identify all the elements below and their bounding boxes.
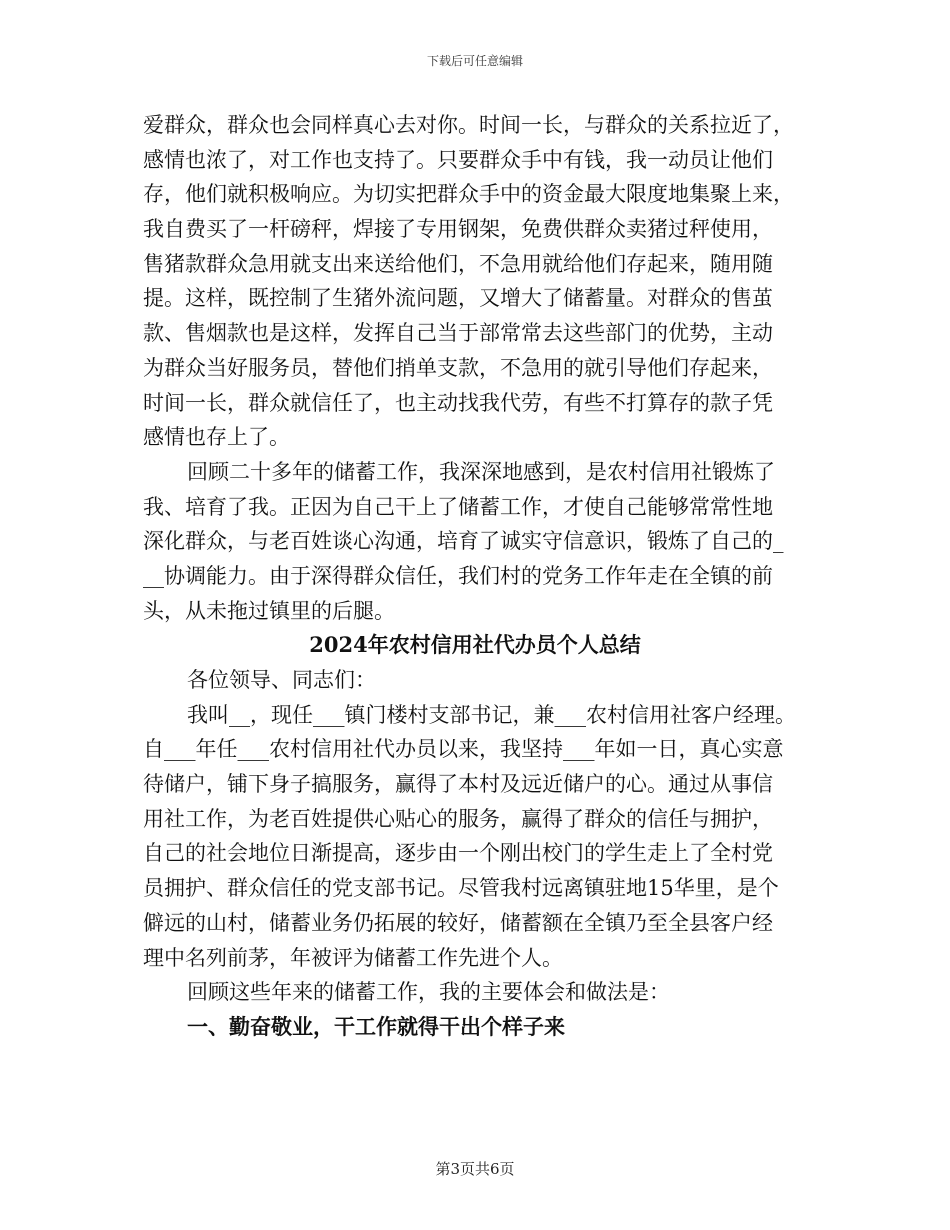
document-body <box>143 108 807 1045</box>
body-text-line: 我、培育了我。正因为自己干上了储蓄工作，才使自己能够常常性地 <box>143 494 773 519</box>
body-text-line: __协调能力。由于深得群众信任，我们村的党务工作年走在全镇的前 <box>143 563 773 588</box>
section-heading: 一、勤奋敬业，干工作就得干出个样子来 <box>187 1013 565 1039</box>
body-text-line: 员拥护、群众信任的党支部书记。尽管我村远离镇驻地15华里，是个 <box>143 876 779 901</box>
body-text-line: 理中名列前茅，年被评为储蓄工作先进个人。 <box>143 945 563 970</box>
body-text-line: 深化群众，与老百姓谈心沟通，培育了诚实守信意识，锻炼了自己的_ <box>143 529 784 554</box>
body-text-line: 款、售烟款也是这样，发挥自己当于部常常去这些部门的优势，主动 <box>143 321 773 346</box>
body-text-line: 时间一长，群众就信任了，也主动找我代劳，有些不打算存的款子凭 <box>143 390 773 415</box>
paragraph-start-line: 各位领导、同志们： <box>187 668 376 692</box>
page-number: 第3页共6页 <box>435 1160 515 1178</box>
body-text-line: 售猪款群众急用就支出来送给他们，不急用就给他们存起来，随用随 <box>143 251 773 276</box>
body-text-line: 我自费买了一杆磅秤，焊接了专用钢架，免费供群众卖猪过秤使用， <box>143 217 773 242</box>
header-note: 下载后可任意编辑 <box>426 54 523 68</box>
body-text-line: 自___年任___农村信用社代办员以来，我坚持___年如一日，真心实意 <box>143 737 784 762</box>
paragraph-start-line: 我叫__，现任___镇门楼村支部书记，兼___农村信用社客户经理。 <box>187 702 796 727</box>
section-title: 2024年农村信用社代办员个人总结 <box>309 632 641 658</box>
body-text-line: 提。这样，既控制了生猪外流问题，又增大了储蓄量。对群众的售茧 <box>143 286 773 311</box>
body-text-line: 感情也浓了，对工作也支持了。只要群众手中有钱，我一动员让他们 <box>143 147 773 172</box>
body-text-line: 爱群众，群众也会同样真心去对你。时间一长，与群众的关系拉近了， <box>143 113 794 137</box>
body-text-line: 用社工作，为老百姓提供心贴心的服务，赢得了群众的信任与拥护， <box>143 806 773 831</box>
body-text-line: 为群众当好服务员，替他们捎单支款，不急用的就引导他们存起来， <box>143 355 773 380</box>
body-text-line: 待储户，铺下身子搞服务，赢得了本村及远近储户的心。通过从事信 <box>143 772 773 797</box>
body-text-line: 僻远的山村，储蓄业务仍拓展的较好，储蓄额在全镇乃至全县客户经 <box>143 910 773 935</box>
paragraph-start-line: 回顾这些年来的储蓄工作，我的主要体会和做法是： <box>187 980 670 1005</box>
body-text-line: 自己的社会地位日渐提高，逐步由一个刚出校门的学生走上了全村党 <box>143 841 773 866</box>
body-text-line: 感情也存上了。 <box>143 425 290 450</box>
body-text-line: 头，从未拖过镇里的后腿。 <box>143 598 395 623</box>
body-text-line: 存，他们就积极响应。为切实把群众手中的资金最大限度地集聚上来， <box>143 182 794 207</box>
paragraph-start-line: 回顾二十多年的储蓄工作，我深深地感到，是农村信用社锻炼了 <box>187 459 775 484</box>
